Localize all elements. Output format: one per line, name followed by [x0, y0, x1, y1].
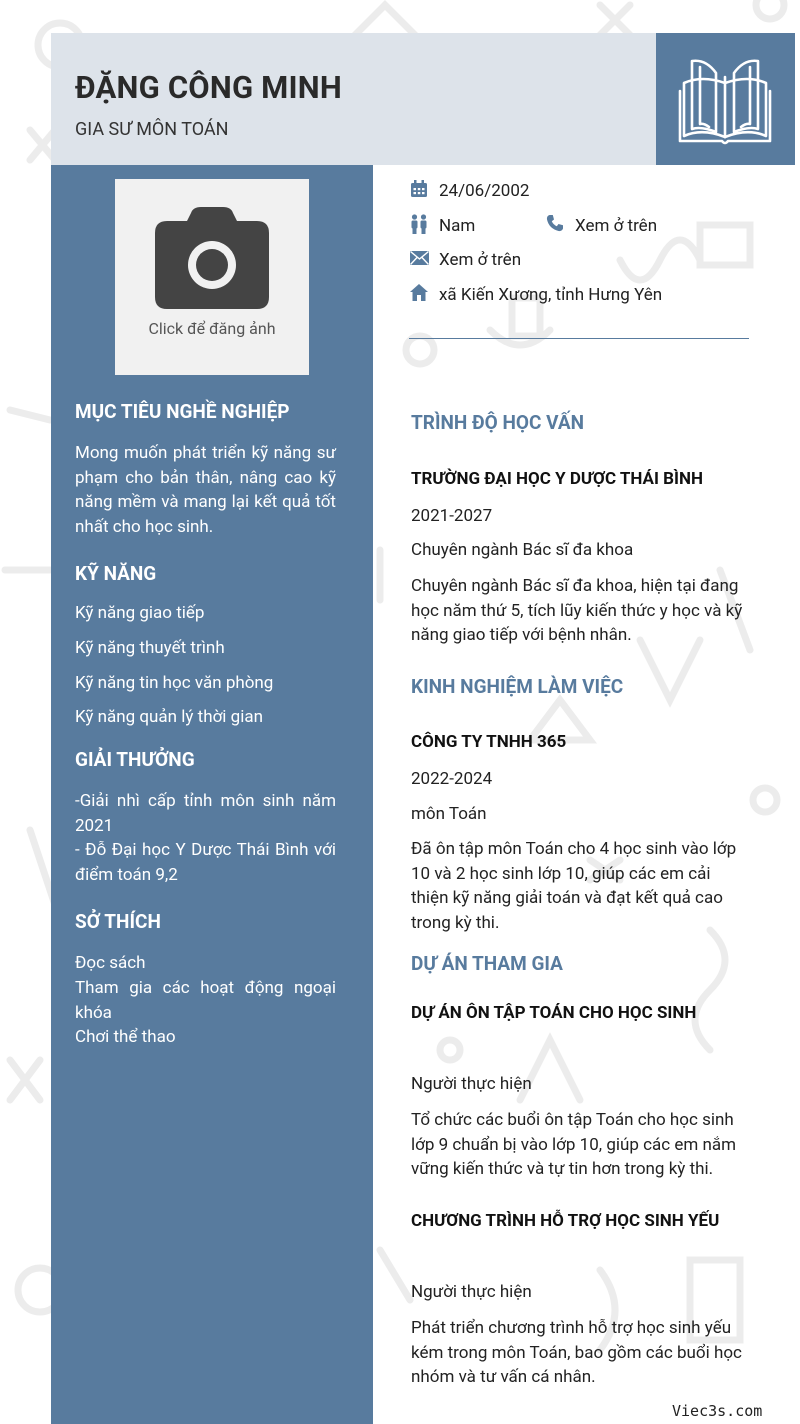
phone-icon	[546, 214, 564, 232]
gender-icon	[410, 214, 428, 234]
company-name: CÔNG TY TNHH 365	[411, 732, 567, 752]
objective-text: Mong muốn phát triển kỹ năng sư phạm cho bản thân, nâng cao kỹ năng mềm và mang lại kết quả tốt nhất cho học sinh.	[75, 443, 336, 537]
projects-heading: DỰ ÁN THAM GIA	[411, 952, 563, 975]
email[interactable]: Xem ở trên	[439, 250, 522, 270]
gender: Nam	[439, 216, 476, 236]
experience-description: Đã ôn tập môn Toán cho 4 học sinh vào lớp 10 và 2 học sinh lớp 10, giúp các em cải thiện kỹ năng giải toán và đạt kết quả cao trong kỳ thi.	[411, 839, 737, 933]
hobbies-heading: SỞ THÍCH	[75, 910, 161, 933]
skill-item: Kỹ năng quản lý thời gian	[75, 707, 263, 727]
education-major: Chuyên ngành Bác sĩ đa khoa	[411, 540, 634, 560]
candidate-name: ĐẶNG CÔNG MINH	[75, 69, 342, 106]
sidebar	[51, 165, 373, 1424]
skill-item: Kỹ năng giao tiếp	[75, 603, 205, 623]
experience-period: 2022-2024	[411, 769, 493, 789]
book-logo-box	[656, 33, 795, 165]
contact-divider	[409, 338, 749, 339]
calendar-icon	[410, 180, 428, 198]
project-description: Phát triển chương trình hỗ trợ học sinh yếu kém trong môn Toán, bao gồm các buổi học nhóm và tư vấn cá nhân.	[411, 1318, 742, 1388]
email-icon	[410, 251, 429, 265]
camera-icon	[153, 207, 271, 311]
birthdate: 24/06/2002	[439, 181, 530, 201]
school-name: TRƯỜNG ĐẠI HỌC Y DƯỢC THÁI BÌNH	[411, 469, 704, 489]
hobby-item: Đọc sách	[75, 953, 146, 973]
awards-text: -Giải nhì cấp tỉnh môn sinh năm 2021 - Đỗ Đại học Y Dược Thái Bình với điểm toán 9,2	[75, 791, 336, 885]
education-period: 2021-2027	[411, 506, 493, 526]
header-banner	[51, 33, 656, 165]
experience-heading: KINH NGHIỆM LÀM VIỆC	[411, 675, 624, 698]
awards-heading: GIẢI THƯỞNG	[75, 748, 195, 771]
project-name: CHƯƠNG TRÌNH HỖ TRỢ HỌC SINH YẾU	[411, 1211, 720, 1231]
project-role: Người thực hiện	[411, 1282, 532, 1302]
skills-heading: KỸ NĂNG	[75, 562, 157, 585]
home-icon	[410, 284, 428, 301]
photo-upload[interactable]	[115, 179, 309, 375]
open-book-icon	[656, 33, 795, 165]
upload-photo-label: Click để đăng ảnh	[148, 319, 276, 338]
education-description: Chuyên ngành Bác sĩ đa khoa, hiện tại đang học năm thứ 5, tích lũy kiến thức y học và kỹ năng giao tiếp với bệnh nhân.	[411, 576, 743, 646]
phone[interactable]: Xem ở trên	[575, 216, 658, 236]
site-watermark: Viec3s.com	[672, 1402, 763, 1420]
skill-item: Kỹ năng thuyết trình	[75, 638, 225, 658]
project-role: Người thực hiện	[411, 1074, 532, 1094]
hobby-item: Chơi thể thao	[75, 1027, 176, 1047]
education-heading: TRÌNH ĐỘ HỌC VẤN	[411, 411, 585, 434]
job-title: GIA SƯ MÔN TOÁN	[75, 119, 229, 140]
project-name: DỰ ÁN ÔN TẬP TOÁN CHO HỌC SINH	[411, 1003, 697, 1023]
address: xã Kiến Xương, tỉnh Hưng Yên	[439, 285, 663, 305]
skill-item: Kỹ năng tin học văn phòng	[75, 673, 274, 693]
objective-heading: MỤC TIÊU NGHỀ NGHIỆP	[75, 400, 290, 423]
experience-position: môn Toán	[411, 804, 487, 824]
project-description: Tổ chức các buổi ôn tập Toán cho học sinh lớp 9 chuẩn bị vào lớp 10, giúp các em nắm vững kiến thức và tự tin hơn trong kỳ thi.	[411, 1110, 737, 1180]
hobby-item: Tham gia các hoạt động ngoại khóa	[75, 978, 336, 1023]
